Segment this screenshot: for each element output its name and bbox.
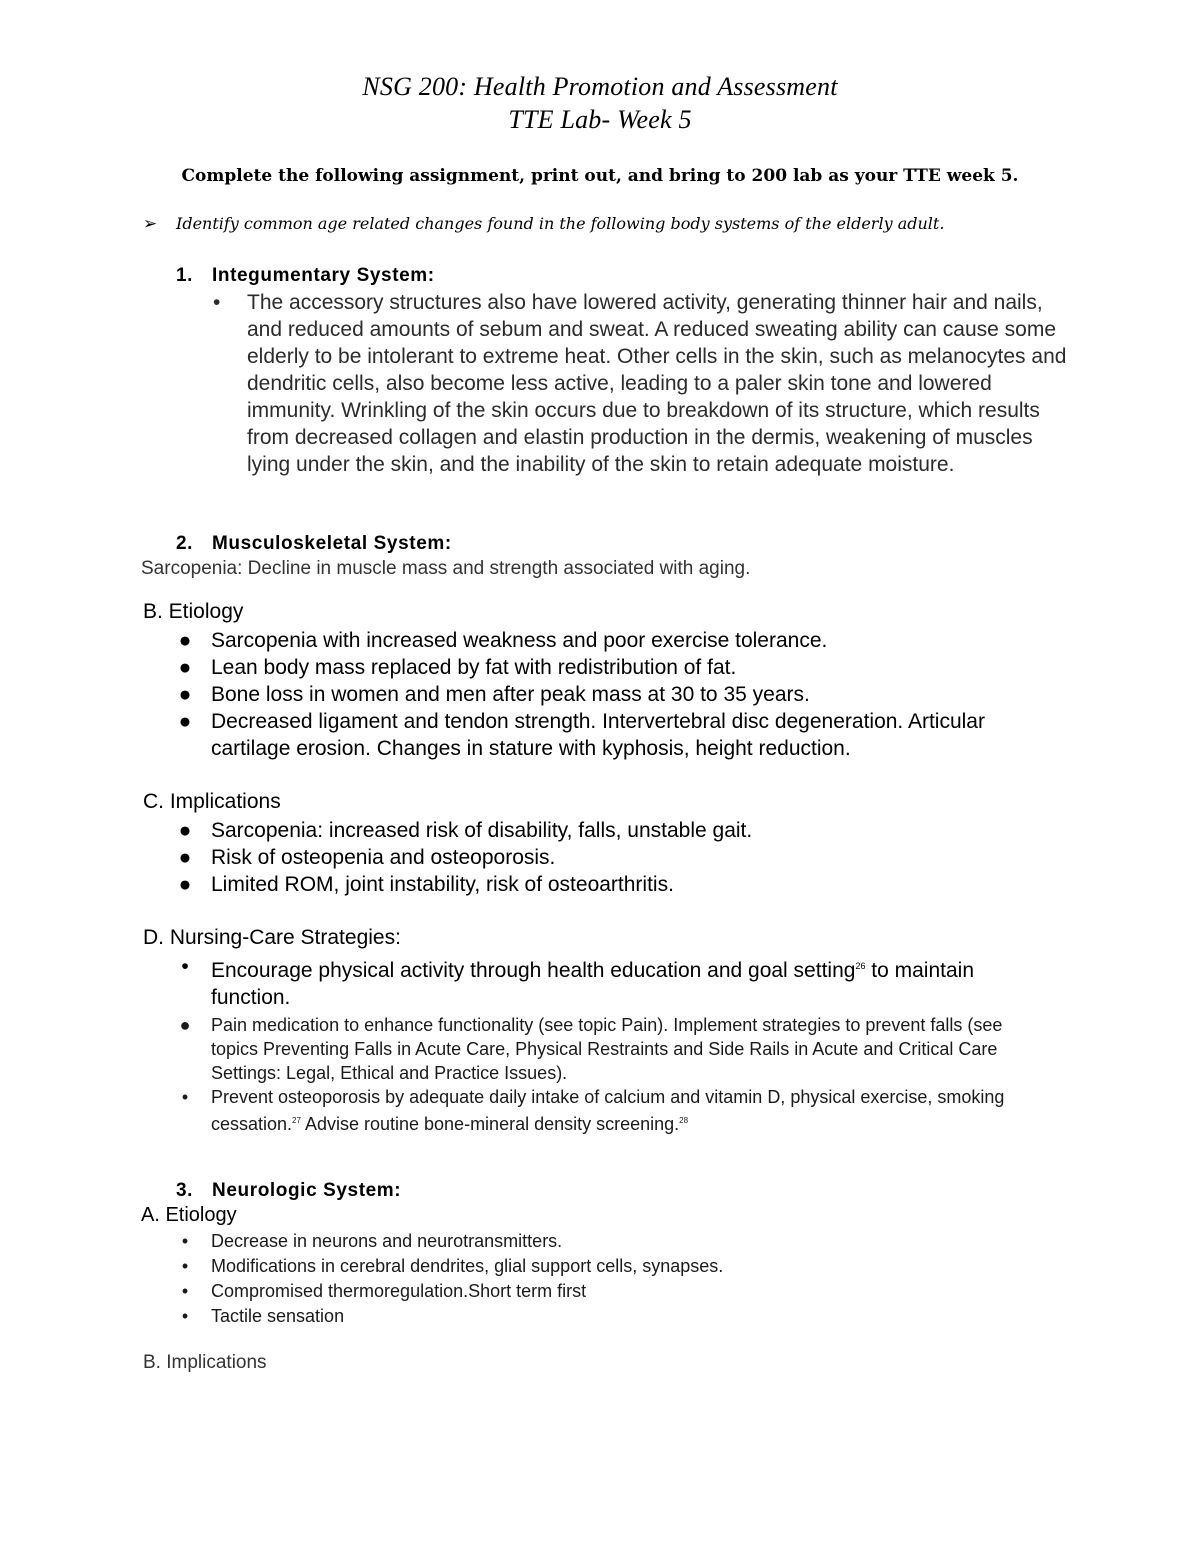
nursing-strategies-list — [179, 953, 1051, 1136]
neuro-etiology-title: A. Etiology — [141, 1204, 237, 1226]
section-heading-integumentary: 1. Integumentary System: — [176, 265, 435, 286]
list-item: • Compromised thermoregulation.Short term first — [211, 1279, 1071, 1304]
arrow-bullet-icon: ➢ — [143, 214, 158, 234]
list-item: ● Risk of osteopenia and osteoporosis. — [211, 844, 1071, 871]
bullet-icon: ● — [178, 656, 192, 679]
prompt-line — [143, 214, 944, 234]
implications-title: C. Implications — [143, 790, 281, 813]
etiology-title: B. Etiology — [143, 600, 244, 623]
bullet-icon: ● — [178, 846, 192, 869]
nursing-strategies-title: D. Nursing-Care Strategies: — [143, 926, 401, 949]
list-item: ● Sarcopenia: increased risk of disability, falls, unstable gait. — [211, 817, 1071, 844]
bullet-icon: • — [181, 1281, 189, 1301]
bullet-icon: • — [181, 955, 189, 978]
bullet-icon: ● — [178, 710, 192, 733]
integumentary-paragraph: • The accessory structures also have lowered activity, generating thinner hair and nails, and reduced amounts of sebum and sweat. A reduced sweating ability can cause some elderly to be intolerant to extreme heat. Other cells in the skin, such as melanocytes and dendritic cells, also become less active, leading to a paler skin tone and lowered immunity. Wrinkling of the skin occurs due to breakdown of its structure, which results from decreased collagen and elastin production in the dermis, weakening of muscles lying under the skin, and the inability of the skin to retain adequate moisture. — [213, 291, 1067, 476]
neuro-implications-title: B. Implications — [143, 1352, 267, 1373]
bullet-icon: • — [181, 1087, 189, 1107]
assignment-instructions: Complete the following assignment, print out, and bring to 200 lab as your TTE week 5. — [181, 166, 1019, 186]
list-item: ● Pain medication to enhance functionality (see topic Pain). Implement strategies to prevent falls (see topics Preventing Falls in Acute Care, Physical Restraints and Side Rails in Acute and Critical Care Settings: Legal, Ethical and Practice Issues). — [211, 1013, 1051, 1085]
musculoskeletal-implications-list — [178, 817, 1071, 898]
bullet-icon: ● — [178, 819, 192, 842]
section-heading-neurologic: 3. Neurologic System: — [176, 1180, 402, 1201]
list-item: • Tactile sensation — [211, 1304, 1071, 1329]
bullet-icon: • — [181, 1306, 189, 1326]
bullet-icon: • — [213, 291, 221, 314]
bullet-icon: • — [181, 1231, 189, 1251]
list-item: ● Sarcopenia with increased weakness and poor exercise tolerance. — [211, 627, 1071, 654]
sarcopenia-definition: Sarcopenia: Decline in muscle mass and strength associated with aging. — [141, 558, 751, 579]
list-item: ● Limited ROM, joint instability, risk of osteoarthritis. — [211, 871, 1071, 898]
list-item: ● Bone loss in women and men after peak mass at 30 to 35 years. — [211, 681, 1071, 708]
bullet-icon: • — [181, 1256, 189, 1276]
list-item: • Prevent osteoporosis by adequate daily intake of calcium and vitamin D, physical exercise, smoking cessation.$^{27}$ Advise routine bone-mineral density screening.$^{28}$ — [211, 1085, 1051, 1136]
list-item: ● Decreased ligament and tendon strength. Intervertebral disc degeneration. Articular cartilage erosion. Changes in stature with kyphosis, height reduction. — [211, 708, 1041, 762]
prompt-text: Identify common age related changes found in the following body systems of the elderly adult. — [176, 214, 945, 233]
list-item: • Decrease in neurons and neurotransmitters. — [211, 1229, 1071, 1254]
bullet-icon: ● — [179, 1015, 191, 1035]
list-item: • Encourage physical activity through health education and goal setting$^{26}$ to maintain function. — [211, 953, 1051, 1011]
neurologic-etiology-list — [181, 1229, 1071, 1329]
document-subtitle: TTE Lab- Week 5 — [508, 105, 692, 134]
list-item: ● Lean body mass replaced by fat with redistribution of fat. — [211, 654, 1071, 681]
bullet-icon: ● — [178, 873, 192, 896]
musculoskeletal-etiology-list — [178, 627, 1071, 762]
section-heading-musculoskeletal: 2. Musculoskeletal System: — [176, 533, 452, 554]
bullet-icon: ● — [178, 683, 192, 706]
bullet-icon: ● — [178, 629, 192, 652]
document-title: NSG 200: Health Promotion and Assessment — [362, 72, 838, 101]
list-item: • Modifications in cerebral dendrites, glial support cells, synapses. — [211, 1254, 1071, 1279]
